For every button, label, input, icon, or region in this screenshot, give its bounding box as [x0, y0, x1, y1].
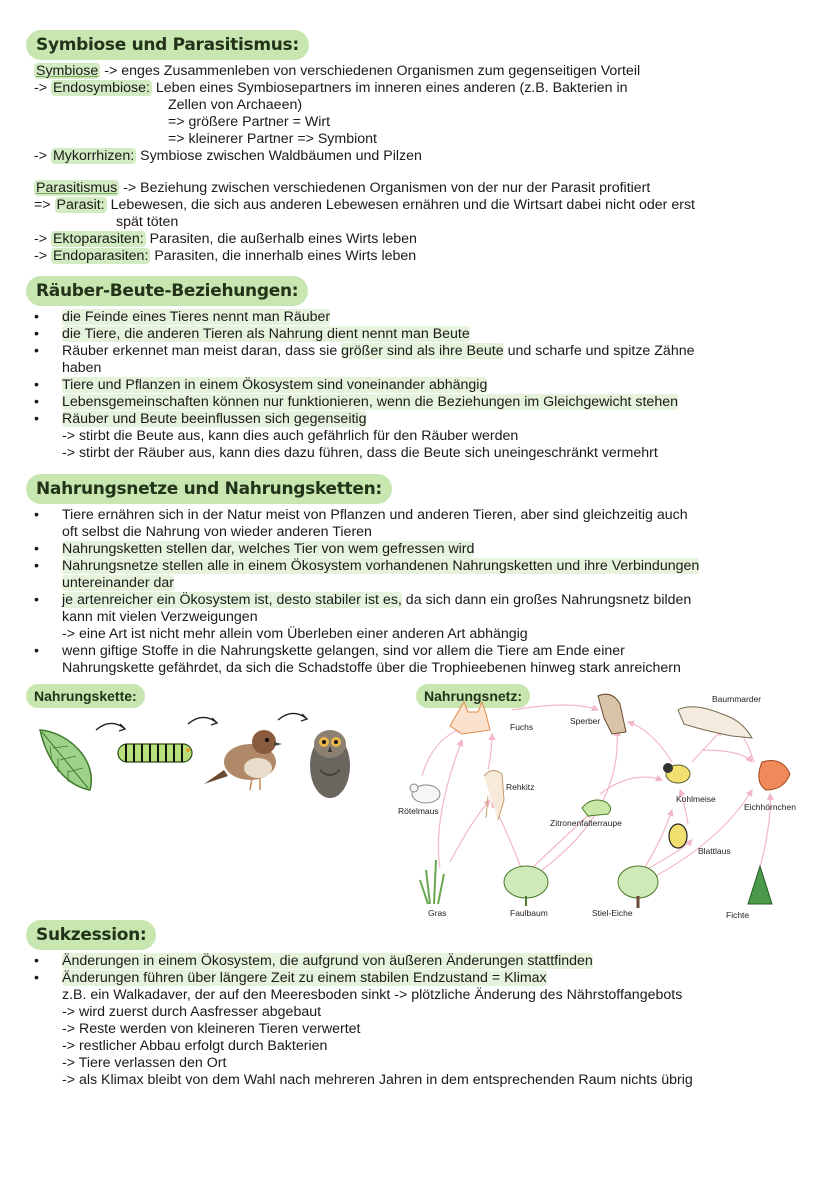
bullet-dot: • — [34, 592, 39, 608]
label-rehkitz: Rehkitz — [506, 782, 535, 792]
line-parasit — [34, 197, 695, 214]
text: untereinander dar — [62, 575, 175, 591]
term-ektoparasiten: Ektoparasiten: — [52, 231, 144, 247]
text: und scharfe und spitze Zähne — [503, 343, 695, 359]
line-parasitismus — [34, 180, 650, 197]
caterpillar-icon — [118, 744, 192, 762]
line-mykorrhizen — [34, 148, 422, 165]
caterpillar-small-icon — [582, 800, 611, 816]
bullet-dot: • — [34, 309, 39, 325]
label-kohlmeise: Kohlmeise — [676, 794, 716, 804]
bullet-dot: • — [34, 507, 39, 523]
text: die Feinde eines Tieres nennt man Räuber — [62, 309, 331, 325]
oak-icon — [618, 866, 658, 908]
term-parasitismus: Parasitismus — [36, 180, 118, 196]
label-blattlaus: Blattlaus — [698, 846, 731, 856]
text: größer sind als ihre Beute — [341, 343, 504, 359]
bullet-dot: • — [34, 643, 39, 659]
leaf-icon — [40, 730, 91, 790]
bullet-dot: • — [34, 377, 39, 393]
fox-icon — [450, 702, 490, 734]
line-endoparasiten — [34, 248, 416, 265]
heading-nahrungsnetze: Nahrungsnetze und Nahrungsketten: — [26, 474, 392, 504]
line-ektoparasiten — [34, 231, 417, 248]
heading-sukzession: Sukzession: — [26, 920, 156, 950]
term-endosymbiose: Endosymbiose: — [52, 80, 150, 96]
label-fichte: Fichte — [726, 910, 750, 920]
aphid-icon — [669, 824, 687, 848]
term-mykorrhizen: Mykorrhizen: — [52, 148, 135, 164]
arrow-prefix: -> — [34, 231, 51, 247]
line-haben: haben — [62, 360, 102, 376]
web-arrow — [702, 750, 752, 762]
text: Änderungen in einem Ökosystem, die aufgrund von äußeren Änderungen stattfinden — [62, 953, 593, 969]
line-cont: -> eine Art ist nicht mehr allein vom Überleben einer anderen Art abhängig — [62, 626, 528, 642]
label-stiel-eiche: Stiel-Eiche — [592, 908, 633, 918]
text: Lebewesen, die sich aus anderen Lebewesen ernähren und die Wirtsart dabei nicht oder erst — [106, 197, 695, 213]
bullet-dot: • — [34, 343, 39, 359]
text: Leben eines Symbiosepartners im inneren eines anderen (z.B. Bakterien in — [151, 80, 628, 96]
web-arrow — [692, 730, 722, 762]
bullet-dot: • — [34, 558, 39, 574]
mouse-icon — [410, 784, 440, 803]
line-endosymbiose — [34, 80, 628, 97]
text: -> Beziehung zwischen verschiedenen Organismen von der nur der Parasit profitiert — [119, 180, 651, 196]
bullet-dot: • — [34, 953, 39, 969]
text: Parasiten, die innerhalb eines Wirts leben — [150, 248, 417, 264]
bullet-dot: • — [34, 411, 39, 427]
label-zitronenfalterraupe: Zitronenfalterraupe — [550, 818, 622, 828]
text: Tiere und Pflanzen in einem Ökosystem sind voneinander abhängig — [62, 377, 488, 393]
label-nahrungskette: Nahrungskette: — [26, 684, 145, 708]
line-bakterien: -> restlicher Abbau erfolgt durch Bakterien — [62, 1038, 328, 1054]
arrow-prefix: -> — [34, 148, 51, 164]
label-roetelmaus: Rötelmaus — [398, 806, 439, 816]
line-tiere-verlassen: -> Tiere verlassen den Ort — [62, 1055, 227, 1071]
web-arrow — [450, 800, 490, 862]
line-reste: -> Reste werden von kleineren Tieren verwertet — [62, 1021, 361, 1037]
label-gras: Gras — [428, 908, 447, 918]
sparrow-icon — [204, 730, 282, 790]
line-cont: oft selbst die Nahrung von wieder anderen Tieren — [62, 524, 372, 540]
food-web-diagram — [392, 690, 812, 922]
label-baummarder: Baummarder — [712, 694, 762, 704]
text: je artenreicher ein Ökosystem ist, desto stabiler ist es, — [62, 592, 402, 608]
arrow-prefix: -> — [34, 248, 51, 264]
line-klimax: -> als Klimax bleibt von dem Wahl nach mehreren Jahren in dem entsprechenden Raum nichts übrig — [62, 1072, 693, 1088]
line-symbiose-def — [34, 63, 640, 80]
web-arrow — [642, 810, 672, 872]
text: die Tiere, die anderen Tieren als Nahrung dient nennt man Beute — [62, 326, 470, 342]
web-arrow — [422, 728, 462, 776]
web-arrow — [488, 734, 492, 770]
line-cont: Nahrungskette gefährdet, da sich die Schadstoffe über die Trophieebenen hinweg stark anreichern — [62, 660, 681, 676]
squirrel-icon — [759, 761, 790, 791]
bullet-dot: • — [34, 541, 39, 557]
text: Tiere ernähren sich in der Natur meist von Pflanzen und anderen Tieren, aber sind gleichzeitig auch — [62, 507, 688, 523]
label-fuchs: Fuchs — [510, 722, 534, 732]
line-spaet-toeten: spät töten — [116, 214, 179, 230]
owl-icon — [310, 730, 350, 798]
text: Nahrungsnetze stellen alle in einem Ökosystem vorhandenen Nahrungsketten und ihre Verbindungen — [62, 558, 700, 574]
web-arrow — [512, 705, 598, 710]
label-sperber: Sperber — [570, 716, 601, 726]
text: Änderungen führen über längere Zeit zu einem stabilen Endzustand = Klimax — [62, 970, 547, 986]
text: Räuber erkennet man meist daran, dass sie — [62, 343, 342, 359]
text: Räuber und Beute beeinflussen sich gegenseitig — [62, 411, 367, 427]
line-raeuber-stirbt: -> stirbt der Räuber aus, kann dies dazu führen, dass die Beute sich uneingeschränkt vermehrt — [62, 445, 658, 461]
text: Symbiose zwischen Waldbäumen und Pilzen — [136, 148, 422, 164]
term-parasit: Parasit: — [56, 197, 105, 213]
heading-raeuber-beute: Räuber-Beute-Beziehungen: — [26, 276, 308, 306]
line-archaeen: Zellen von Archaeen) — [168, 97, 303, 113]
text: wenn giftige Stoffe in die Nahrungskette gelangen, sind vor allem die Tiere am Ende einer — [62, 643, 625, 659]
text: Lebensgemeinschaften können nur funktionieren, wenn die Beziehungen im Gleichgewicht stehen — [62, 394, 678, 410]
heading-symbiose: Symbiose und Parasitismus: — [26, 30, 309, 60]
line-walkadaver: z.B. ein Walkadaver, der auf den Meeresboden sinkt -> plötzliche Änderung des Nährstoffangebots — [62, 987, 683, 1003]
term-symbiose: Symbiose — [36, 63, 99, 79]
spruce-icon — [748, 866, 772, 904]
text: da sich dann ein großes Nahrungsnetz bilden — [401, 592, 692, 608]
bullet-dot: • — [34, 394, 39, 410]
web-arrow — [542, 730, 617, 870]
fawn-icon — [484, 770, 504, 820]
arrow-prefix: => — [34, 197, 55, 213]
bullet-dot: • — [34, 326, 39, 342]
line-aasfresser: -> wird zuerst durch Aasfresser abgebaut — [62, 1004, 322, 1020]
line-cont: kann mit vielen Verzweigungen — [62, 609, 258, 625]
food-chain-illustration — [28, 710, 368, 810]
buckthorn-icon — [504, 866, 548, 906]
web-arrow — [628, 722, 672, 762]
text: Parasiten, die außerhalb eines Wirts leben — [145, 231, 417, 247]
tit-icon — [663, 763, 690, 783]
label-eichhoernchen: Eichhörnchen — [744, 802, 796, 812]
text: Nahrungsketten stellen dar, welches Tier von wem gefressen wird — [62, 541, 475, 557]
hawk-icon — [598, 694, 626, 734]
text: -> enges Zusammenleben von verschiedenen Organismen zum gegenseitigen Vorteil — [100, 63, 641, 79]
line-symbiont: => kleinerer Partner => Symbiont — [168, 131, 377, 147]
bullet-dot: • — [34, 970, 39, 986]
grass-icon — [420, 860, 444, 904]
arrow-prefix: -> — [34, 80, 51, 96]
line-beute-stirbt: -> stirbt die Beute aus, kann dies auch gefährlich für den Räuber werden — [62, 428, 519, 444]
web-arrow — [438, 740, 462, 868]
line-wirt: => größere Partner = Wirt — [168, 114, 331, 130]
line-cont — [62, 575, 174, 592]
term-endoparasiten: Endoparasiten: — [52, 248, 149, 264]
label-faulbaum: Faulbaum — [510, 908, 548, 918]
marten-icon — [678, 707, 752, 738]
label-nahrungsnetz: Nahrungsnetz: — [416, 684, 530, 708]
